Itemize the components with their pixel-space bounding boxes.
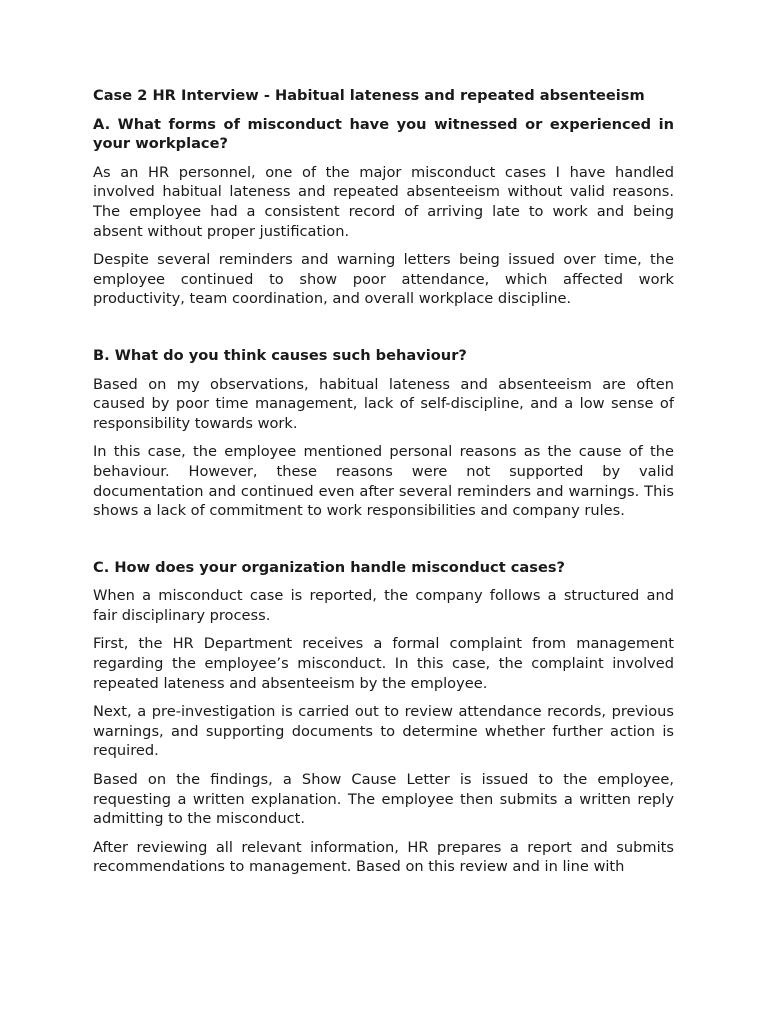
section-c-paragraph-2: First, the HR Department receives a formal complaint from management regarding the employee’s misconduct. In this case, the complaint involved repeated lateness and absenteeism by the employee. — [93, 635, 674, 692]
section-b-paragraph-1: Based on my observations, habitual lateness and absenteeism are often caused by poor time management, lack of self-discipline, and a low sense of responsibility towards work. — [93, 375, 674, 432]
section-c-paragraph-4: Based on the findings, a Show Cause Letter is issued to the employee, requesting a written explanation. The employee then submits a written reply admitting to the misconduct. — [93, 771, 674, 828]
section-c-paragraph-5: After reviewing all relevant information, HR prepares a report and submits recommendations to management. Based on this review and in line with — [93, 838, 674, 876]
section-b-paragraph-2: In this case, the employee mentioned personal reasons as the cause of the behaviour. However, these reasons were not supported by valid documentation and continued even after several reminders and warnings. This shows a lack of commitment to work responsibilities and company rules. — [93, 443, 674, 520]
section-a-paragraph-2: Despite several reminders and warning letters being issued over time, the employee continued to show poor attendance, which affected work productivity, team coordination, and overall workplace discipline. — [93, 251, 674, 308]
section-a-heading: A. What forms of misconduct have you witnessed or experienced in your workplace? — [93, 115, 674, 153]
section-c-paragraph-1: When a misconduct case is reported, the company follows a structured and fair disciplinary process. — [93, 587, 674, 624]
section-c-paragraph-3: Next, a pre-investigation is carried out to review attendance records, previous warnings, and supporting documents to determine whether further action is required. — [93, 703, 674, 760]
section-a-paragraph-1: As an HR personnel, one of the major misconduct cases I have handled involved habitual lateness and repeated absenteeism without valid reasons. The employee had a consistent record of arriving late to work and being absent without proper justification. — [93, 163, 674, 240]
section-spacer — [93, 318, 674, 346]
section-c-heading: C. How does your organization handle misconduct cases? — [93, 558, 566, 576]
section-b-heading: B. What do you think causes such behaviour? — [93, 346, 467, 364]
section-spacer — [93, 530, 674, 558]
document-title: Case 2 HR Interview - Habitual lateness and repeated absenteeism — [93, 87, 645, 104]
document-page — [93, 86, 674, 886]
